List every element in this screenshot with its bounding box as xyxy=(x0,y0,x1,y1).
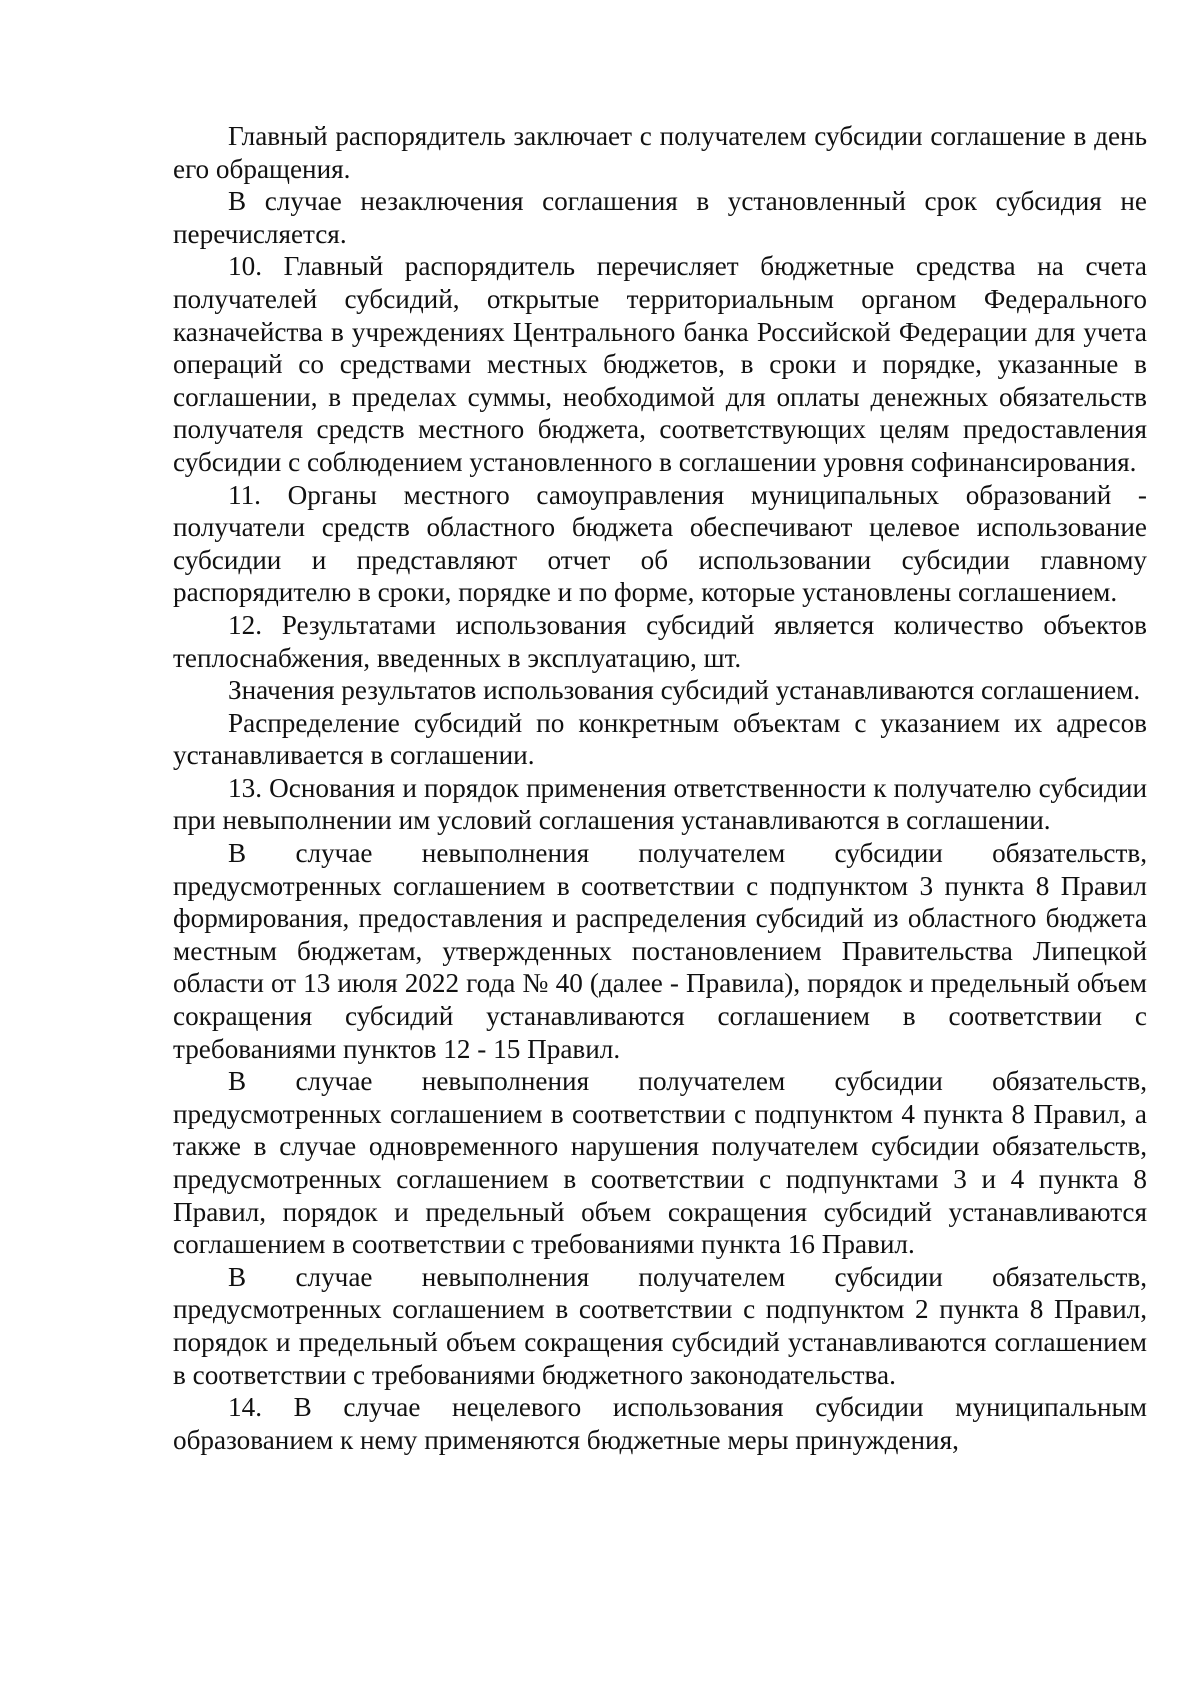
paragraph-subpoint-4: В случае невыполнения получателем субсидии обязательств, предусмотренных соглашением в соответствии с подпунктом 4 пункта 8 Правил, а также в случае одновременного нарушения получателем субсидии обязательств, предусмотренных соглашением в соответствии с подпунктами 3 и 4 пункта 8 Правил, порядок и предельный объем сокращения субсидий устанавливаются соглашением в соответствии с требованиями пункта 16 Правил. xyxy=(173,1066,1147,1260)
paragraph-subpoint-2: В случае невыполнения получателем субсидии обязательств, предусмотренных соглашением в соответствии с подпунктом 2 пункта 8 Правил, порядок и предельный объем сокращения субсидий устанавливаются соглашением в соответствии с требованиями бюджетного законодательства. xyxy=(173,1261,1147,1390)
paragraph-result-values: Значения результатов использования субсидий устанавливаются соглашением. xyxy=(228,675,1141,706)
paragraph-item-10: 10. Главный распорядитель перечисляет бюджетные средства на счета получателей субсидий, открытые территориальным органом Федерального казначейства в учреждениях Центрального банка Российской Федерации для учета операций со средствами местных бюджетов, в сроки и порядке, указанные в соглашении, в пределах суммы, необходимой для оплаты денежных обязательств получателя средств местного бюджета, соответствующих целям предоставления субсидии с соблюдением установленного в соглашении уровня софинансирования. xyxy=(173,251,1147,477)
paragraph-no-agreement: В случае незаключения соглашения в установленный срок субсидия не перечисляется. xyxy=(173,186,1147,249)
paragraph-distribution: Распределение субсидий по конкретным объектам с указанием их адресов устанавливается в соглашении. xyxy=(173,707,1147,771)
paragraph-item-11: 11. Органы местного самоуправления муниципальных образований - получатели средств областного бюджета обеспечивают целевое использование субсидии и представляют отчет об использовании субсидии главному распорядителю в сроки, порядке и по форме, которые установлены соглашением. xyxy=(173,479,1147,608)
paragraph-item-13: 13. Основания и порядок применения ответственности к получателю субсидии при невыполнении им условий соглашения устанавливаются в соглашении. xyxy=(173,772,1147,836)
paragraph-agreement-signing: Главный распорядитель заключает с получателем субсидии соглашение в день его обращения. xyxy=(173,121,1147,184)
paragraph-item-14: 14. В случае нецелевого использования субсидии муниципальным образованием к нему применяются бюджетные меры принуждения, xyxy=(173,1392,1147,1455)
document-body xyxy=(173,120,1147,1456)
paragraph-item-12: 12. Результатами использования субсидий является количество объектов теплоснабжения, введенных в эксплуатацию, шт. xyxy=(173,609,1147,673)
paragraph-subpoint-3: В случае невыполнения получателем субсидии обязательств, предусмотренных соглашением в соответствии с подпунктом 3 пункта 8 Правил формирования, предоставления и распределения субсидий из областного бюджета местным бюджетам, утвержденных постановлением Правительства Липецкой области от 13 июля 2022 года № 40 (далее - Правила), порядок и предельный объем сокращения субсидий устанавливаются соглашением в соответствии с требованиями пунктов 12 - 15 Правил. xyxy=(173,838,1147,1064)
